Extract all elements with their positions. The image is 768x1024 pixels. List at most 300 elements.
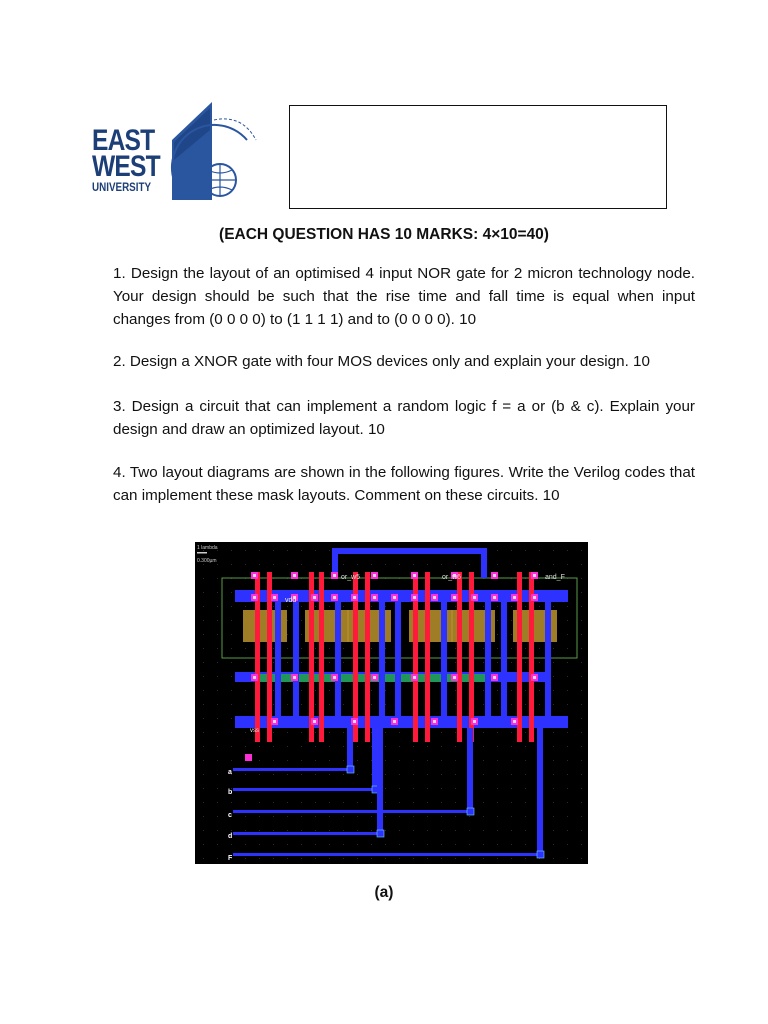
grid-dot [217,578,218,579]
grid-dot [427,564,428,565]
grid-dot [581,634,582,635]
logo-emblem [152,100,262,206]
grid-dot [553,858,554,859]
grid-dot [343,564,344,565]
grid-dot [469,858,470,859]
grid-dot [301,732,302,733]
grid-dot [385,788,386,789]
grid-dot [413,802,414,803]
grid-dot [469,816,470,817]
grid-dot [455,802,456,803]
grid-dot [539,648,540,649]
grid-dot [483,704,484,705]
grid-dot [287,844,288,845]
grid-dot [539,690,540,691]
grid-dot [231,592,232,593]
grid-dot [399,802,400,803]
contact-core [513,596,516,599]
grid-dot [581,648,582,649]
grid-dot [245,648,246,649]
input-via [377,830,384,837]
grid-dot [301,648,302,649]
metal-connector [293,602,299,722]
grid-dot [497,774,498,775]
grid-dot [273,830,274,831]
grid-dot [231,648,232,649]
grid-dot [217,620,218,621]
grid-dot [357,746,358,747]
grid-dot [399,564,400,565]
pin-label-f: F [228,855,233,862]
grid-dot [329,564,330,565]
grid-dot [357,760,358,761]
grid-dot [427,802,428,803]
grid-dot [553,774,554,775]
grid-dot [259,564,260,565]
grid-dot [231,732,232,733]
grid-dot [567,788,568,789]
grid-dot [441,746,442,747]
contact-core [393,720,396,723]
grid-dot [525,788,526,789]
grid-dot [273,732,274,733]
grid-dot [329,760,330,761]
grid-dot [301,606,302,607]
metal-connector [501,602,507,722]
grid-dot [301,746,302,747]
grid-dot [455,648,456,649]
grid-dot [567,690,568,691]
grid-dot [245,816,246,817]
contact-core [313,596,316,599]
grid-dot [329,746,330,747]
metal-connector [395,602,401,722]
grid-dot [273,844,274,845]
contact-core [493,676,496,679]
grid-dot [371,816,372,817]
grid-dot [413,788,414,789]
grid-dot [329,550,330,551]
grid-dot [203,788,204,789]
grid-dot [483,774,484,775]
grid-dot [553,564,554,565]
grid-dot [343,858,344,859]
pin-label-c: c [228,812,232,819]
grid-dot [273,802,274,803]
grid-dot [567,676,568,677]
grid-dot [203,676,204,677]
grid-dot [413,760,414,761]
grid-dot [427,746,428,747]
grid-dot [301,858,302,859]
grid-dot [567,816,568,817]
grid-dot [483,606,484,607]
grid-dot [245,844,246,845]
grid-dot [413,844,414,845]
grid-dot [413,816,414,817]
grid-dot [525,858,526,859]
logo-line-west: WEST [92,150,160,183]
grid-dot [343,844,344,845]
grid-dot [287,662,288,663]
grid-dot [385,830,386,831]
grid-dot [539,564,540,565]
grid-dot [343,746,344,747]
input-wire [233,768,350,771]
grid-dot [231,550,232,551]
grid-dot [343,662,344,663]
contact-core [353,596,356,599]
grid-dot [455,816,456,817]
grid-dot [553,802,554,803]
grid-dot [357,564,358,565]
grid-dot [385,564,386,565]
grid-dot [245,732,246,733]
contact-core [373,676,376,679]
grid-dot [273,662,274,663]
grid-dot [497,760,498,761]
grid-dot [231,760,232,761]
grid-dot [511,858,512,859]
grid-dot [483,662,484,663]
grid-dot [413,564,414,565]
contact-core [433,596,436,599]
grid-dot [511,774,512,775]
contact-core [513,720,516,723]
metal-top-rail [332,548,487,554]
grid-dot [553,760,554,761]
grid-dot [217,704,218,705]
grid-dot [371,830,372,831]
grid-dot [245,802,246,803]
grid-dot [371,746,372,747]
grid-dot [315,760,316,761]
grid-dot [371,844,372,845]
grid-dot [203,844,204,845]
scale-label: 1 lambda [197,545,218,551]
grid-dot [385,690,386,691]
grid-dot [581,844,582,845]
grid-dot [553,830,554,831]
grid-dot [511,662,512,663]
grid-dot [553,732,554,733]
grid-dot [483,690,484,691]
grid-dot [455,732,456,733]
grid-dot [483,830,484,831]
grid-dot [399,844,400,845]
grid-dot [525,662,526,663]
grid-dot [273,746,274,747]
grid-dot [315,844,316,845]
grid-dot [553,816,554,817]
grid-dot [357,844,358,845]
grid-dot [399,746,400,747]
grid-dot [315,732,316,733]
input-riser [377,728,383,836]
grid-dot [581,662,582,663]
grid-dot [273,858,274,859]
grid-dot [329,606,330,607]
grid-dot [385,732,386,733]
grid-dot [385,704,386,705]
grid-dot [301,774,302,775]
grid-dot [385,844,386,845]
grid-dot [231,704,232,705]
contact-core [533,676,536,679]
grid-dot [553,606,554,607]
grid-dot [287,802,288,803]
grid-dot [497,662,498,663]
grid-dot [231,606,232,607]
grid-dot [287,746,288,747]
grid-dot [581,816,582,817]
grid-dot [371,858,372,859]
contact-core [413,596,416,599]
grid-dot [497,802,498,803]
grid-dot [427,774,428,775]
grid-dot [511,760,512,761]
grid-dot [217,788,218,789]
grid-dot [217,564,218,565]
grid-dot [287,606,288,607]
grid-dot [483,802,484,803]
grid-dot [385,816,386,817]
grid-dot [357,858,358,859]
grid-dot [497,858,498,859]
grid-dot [357,774,358,775]
input-via [537,851,544,858]
grid-dot [315,816,316,817]
contact-core [293,574,296,577]
contact-core [493,596,496,599]
grid-dot [371,690,372,691]
grid-dot [455,606,456,607]
logo-line-east: EAST [92,124,155,157]
grid-dot [217,802,218,803]
grid-dot [259,760,260,761]
grid-dot [259,830,260,831]
grid-dot [231,662,232,663]
input-via [347,766,354,773]
grid-dot [329,774,330,775]
grid-dot [287,564,288,565]
grid-dot [553,676,554,677]
logo-wordmark [92,124,160,194]
grid-dot [413,774,414,775]
grid-dot [427,858,428,859]
grid-dot [441,732,442,733]
input-wire [233,788,375,791]
grid-dot [259,844,260,845]
grid-dot [553,550,554,551]
input-wire [233,810,470,813]
grid-dot [287,634,288,635]
contact-core [373,574,376,577]
grid-dot [483,760,484,761]
grid-dot [399,788,400,789]
grid-dot [525,830,526,831]
grid-dot [245,662,246,663]
contact-core [413,574,416,577]
grid-dot [315,550,316,551]
grid-dot [217,732,218,733]
grid-dot [455,760,456,761]
grid-dot [301,662,302,663]
metal-connector [275,602,281,722]
grid-dot [287,760,288,761]
grid-dot [245,746,246,747]
metal-connector [441,602,447,722]
grid-dot [567,802,568,803]
poly-gate [319,572,324,742]
grid-dot [217,606,218,607]
grid-dot [315,704,316,705]
contact-core [273,720,276,723]
grid-dot [301,690,302,691]
grid-dot [553,690,554,691]
grid-dot [385,760,386,761]
grid-dot [427,830,428,831]
grid-dot [455,704,456,705]
grid-dot [539,606,540,607]
grid-dot [567,704,568,705]
grid-dot [385,858,386,859]
grid-dot [511,830,512,831]
grid-dot [329,858,330,859]
grid-dot [315,774,316,775]
marks-heading: (EACH QUESTION HAS 10 MARKS: 4×10=40) [219,226,549,243]
grid-dot [511,802,512,803]
grid-dot [427,844,428,845]
pin-label-b: b [228,789,233,796]
input-via [467,808,474,815]
grid-dot [357,830,358,831]
grid-dot [385,648,386,649]
grid-dot [399,816,400,817]
grid-dot [427,816,428,817]
grid-dot [259,550,260,551]
grid-dot [385,774,386,775]
grid-dot [287,732,288,733]
answer-box [289,105,667,209]
mask-layout-figure [195,542,588,864]
grid-dot [287,816,288,817]
grid-dot [203,578,204,579]
grid-dot [441,564,442,565]
grid-dot [441,858,442,859]
grid-dot [483,858,484,859]
grid-dot [511,620,512,621]
grid-dot [217,844,218,845]
grid-dot [441,774,442,775]
grid-dot [203,830,204,831]
grid-dot [231,718,232,719]
grid-dot [553,788,554,789]
grid-dot [203,760,204,761]
grid-dot [203,858,204,859]
grid-dot [315,802,316,803]
grid-dot [455,746,456,747]
contact-core [453,676,456,679]
grid-dot [315,606,316,607]
contact-core [333,596,336,599]
grid-dot [525,564,526,565]
grid-dot [301,802,302,803]
grid-dot [357,816,358,817]
figure-caption: (a) [374,884,394,901]
grid-dot [497,704,498,705]
grid-dot [329,648,330,649]
grid-dot [203,816,204,817]
poly-gate [365,572,370,742]
grid-dot [231,676,232,677]
grid-dot [567,620,568,621]
grid-dot [203,690,204,691]
grid-dot [203,662,204,663]
grid-dot [581,746,582,747]
grid-dot [245,704,246,705]
grid-dot [329,690,330,691]
grid-dot [581,830,582,831]
grid-dot [427,788,428,789]
grid-dot [371,802,372,803]
grid-dot [231,746,232,747]
grid-dot [581,550,582,551]
grid-dot [525,802,526,803]
pin-label-d: d [228,833,233,840]
grid-dot [371,606,372,607]
grid-dot [273,564,274,565]
grid-dot [203,648,204,649]
grid-dot [497,788,498,789]
grid-dot [301,830,302,831]
grid-dot [343,690,344,691]
grid-dot [497,648,498,649]
grid-dot [497,620,498,621]
contact-core [373,596,376,599]
grid-dot [245,606,246,607]
grid-dot [301,564,302,565]
grid-dot [581,774,582,775]
grid-dot [343,760,344,761]
grid-dot [581,802,582,803]
grid-dot [497,732,498,733]
grid-dot [287,830,288,831]
grid-dot [567,550,568,551]
contact-core [533,574,536,577]
grid-dot [329,802,330,803]
grid-dot [497,606,498,607]
grid-dot [581,578,582,579]
grid-dot [385,662,386,663]
grid-dot [357,802,358,803]
grid-dot [203,746,204,747]
grid-dot [497,830,498,831]
grid-dot [385,746,386,747]
input-wire [233,832,380,835]
grid-dot [483,732,484,733]
grid-dot [511,634,512,635]
grid-dot [497,690,498,691]
grid-dot [343,606,344,607]
contact-core [253,596,256,599]
grid-dot [455,830,456,831]
grid-dot [259,802,260,803]
question-1: 1. Design the layout of an optimised 4 input NOR gate for 2 micron technology node. Your design should be such that the rise time and fall time is equal when input changes from (0 0 0 0) to (1 1 1 1) and to (0 0 0 0). 10 [113,265,695,328]
net-label-or-w6: or_w6 [442,574,462,581]
poly-gate [425,572,430,742]
contact-core [273,596,276,599]
